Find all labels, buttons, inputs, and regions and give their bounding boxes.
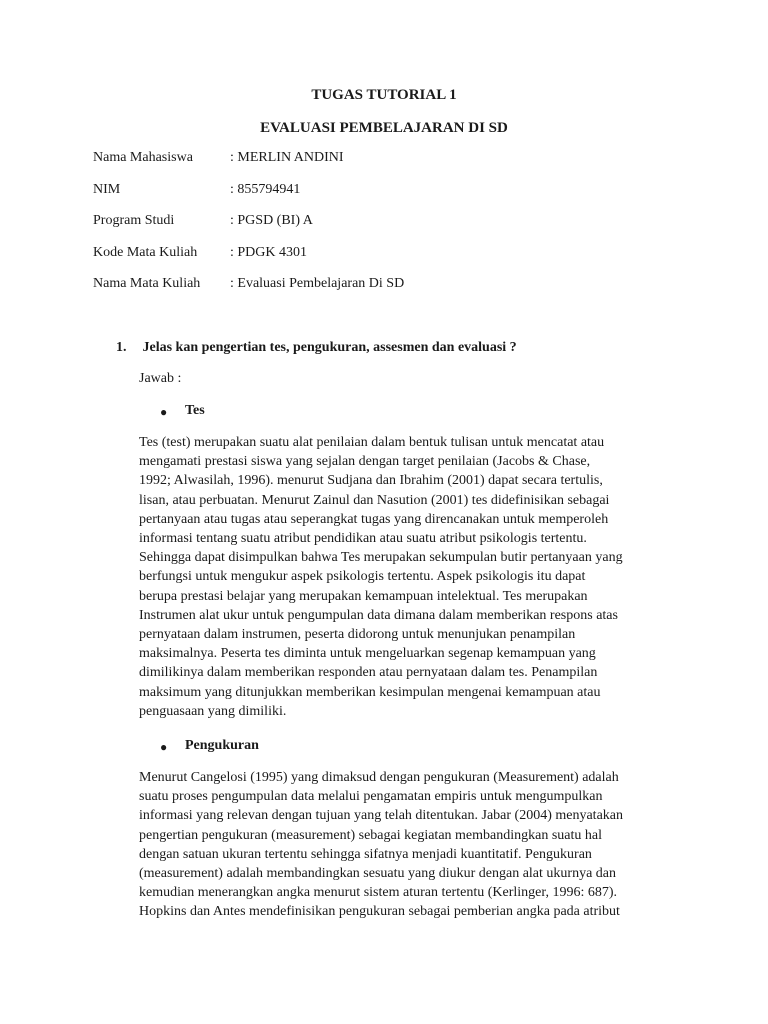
identity-label: Nama Mahasiswa [93,150,193,165]
paragraph-tes [139,433,679,721]
paragraph-line: pengertian pengukuran (measurement) sebagai kegiatan membandingkan suatu hal [139,827,602,843]
identity-value: : Evaluasi Pembelajaran Di SD [230,276,405,291]
paragraph-line: pertanyaan atau tugas atau seperangkat tugas yang direncanakan untuk memperoleh [139,511,609,527]
identity-label: NIM [93,181,121,197]
identity-row [93,182,404,214]
question-text: Jelas kan pengertian tes, pengukuran, assesmen dan evaluasi ? [142,340,517,355]
answer-label: Jawab : [139,371,182,386]
identity-row [93,213,404,245]
section-heading-text: Pengukuran [185,738,259,753]
identity-value: : MERLIN ANDINI [230,150,344,165]
document-subtitle: EVALUASI PEMBELAJARAN DI SD [260,120,508,136]
bullet-icon: ● [160,740,168,754]
paragraph-line: dimilikinya dalam memberikan responden atau pernyataan dalam tes. Penampilan [139,665,598,681]
paragraph-line: 1992; Alwasilah, 1996). menurut Sudjana dan Ibrahim (2001) dapat secara tertulis, [139,473,603,489]
identity-value: : PGSD (BI) A [230,213,313,228]
paragraph-line: berfungsi untuk mengukur aspek psikologis tertentu. Aspek psikologis itu dapat [139,569,586,585]
paragraph-line: Instrumen alat ukur untuk pengumpulan data dimana dalam memberikan respons atas [139,607,618,623]
paragraph-line: maksimalnya. Peserta tes diminta untuk mengeluarkan segenap kemampuan yang [139,646,596,662]
section-heading-pengukuran [160,738,259,756]
paragraph-line: penguasaan yang dimiliki. [139,703,287,719]
paragraph-line: kemudian menerangkan angka menurut sistem aturan tertentu (Kerlinger, 1996: 687). [139,885,618,901]
identity-row [93,276,404,308]
paragraph-line: suatu proses pengumpulan data melalui pengamatan empiris untuk mengumpulkan [139,789,603,805]
paragraph-line: lisan, atau perbuatan. Menurut Zainul dan Nasution (2001) tes didefinisikan sebagai [139,492,610,508]
section-heading-text: Tes [185,403,205,418]
paragraph-line: mengamati prestasi siswa yang sejalan dengan target penilaian (Jacobs & Chase, [139,454,591,470]
identity-value: : 855794941 [230,181,301,197]
paragraph-line: pernyataan dalam instrumen, peserta didorong untuk menunjukan penampilan [139,627,576,643]
paragraph-line: berupa prestasi belajar yang merupakan kemampuan intelektual. Tes merupakan [139,588,588,604]
question-number: 1. [116,340,127,355]
paragraph-line: Sehingga dapat disimpulkan bahwa Tes merupakan sekumpulan butir pertanyaan yang [139,550,623,566]
paragraph-line: Menurut Cangelosi (1995) yang dimaksud dengan pengukuran (Measurement) adalah [139,770,619,785]
question-1 [116,340,517,356]
paragraph-line: informasi yang relevan dengan tujuan yang telah ditentukan. Jabar (2004) menyatakan [139,808,623,824]
identity-label: Program Studi [93,213,175,228]
paragraph-line: Tes (test) merupakan suatu alat penilaian dalam bentuk tulisan untuk mencatat atau [139,435,605,450]
bullet-icon: ● [160,405,168,419]
identity-row [93,150,404,182]
section-heading-tes [160,403,205,421]
identity-label: Nama Mata Kuliah [93,276,201,291]
paragraph-line: (measurement) adalah membandingkan sesuatu yang diukur dengan alat ukurnya dan [139,866,617,882]
identity-table [93,150,404,308]
paragraph-pengukuran [139,768,679,922]
identity-row [93,245,404,277]
paragraph-line: dengan satuan ukuran tertentu sehingga sifatnya menjadi kuantitatif. Pengukuran [139,846,592,862]
document-title: TUGAS TUTORIAL 1 [311,87,457,103]
identity-value: : PDGK 4301 [230,244,308,260]
paragraph-line: Hopkins dan Antes mendefinisikan pengukuran sebagai pemberian angka pada atribut [139,904,620,920]
paragraph-line: informasi tentang suatu atribut pendidikan atau suatu atribut psikologis tertentu. [139,531,587,547]
paragraph-line: maksimum yang ditunjukkan memberikan kesimpulan mengenai kemampuan atau [139,684,601,700]
identity-label: Kode Mata Kuliah [93,244,198,260]
